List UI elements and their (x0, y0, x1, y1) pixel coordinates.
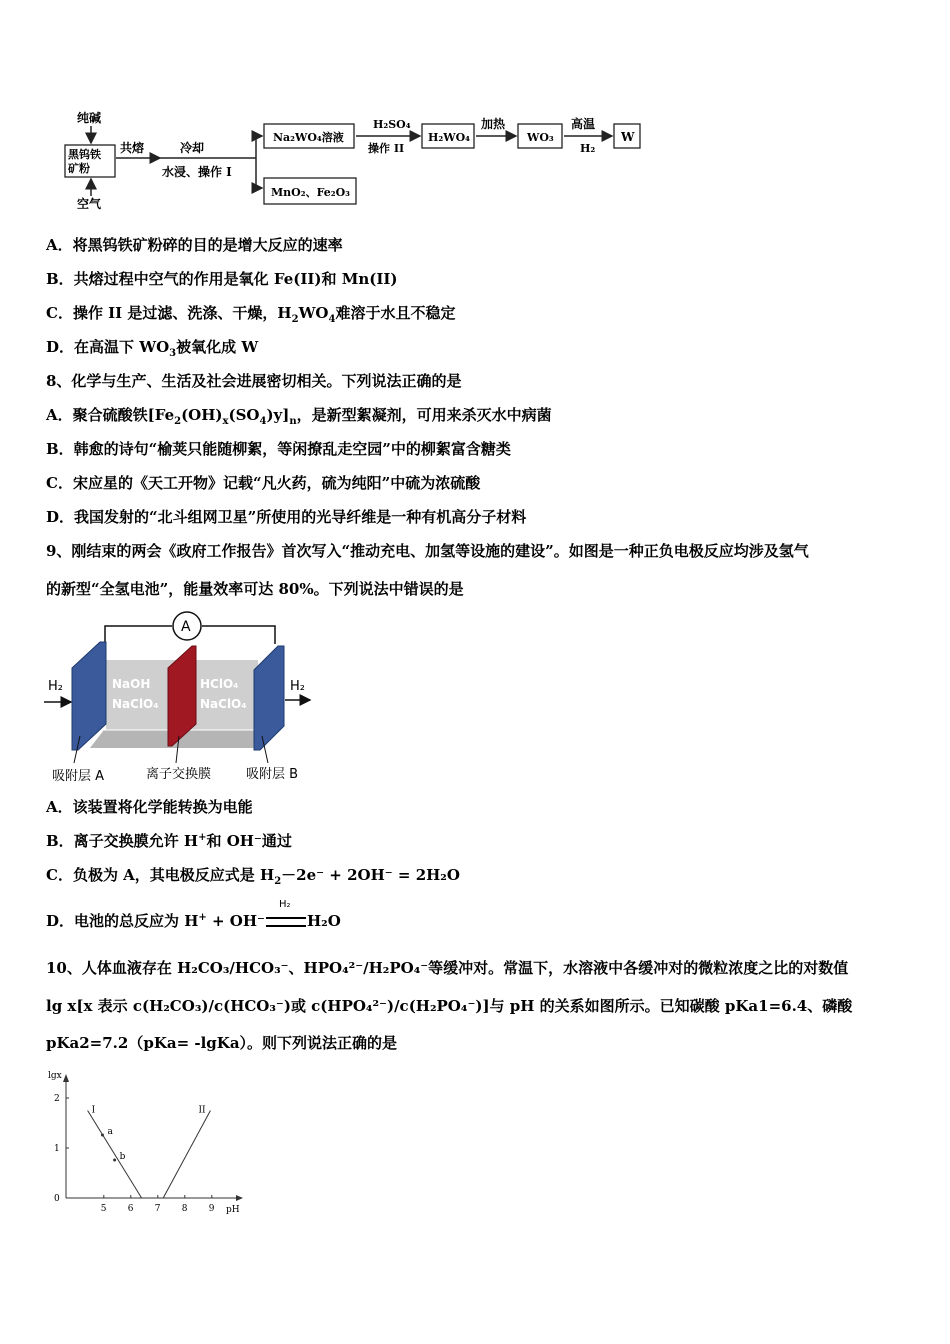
ore-box-label-2: 矿粉 (68, 162, 90, 175)
q10-line3: pKa2=7.2（pKa= -lgKa）。则下列说法正确的是 (46, 1034, 398, 1052)
oxide-box: WO₃ (527, 131, 554, 144)
step-acid-label: H₂SO₄ (373, 118, 411, 131)
solution-box: Na₂WO₄溶液 (273, 131, 344, 144)
q9-stem-line1: 9、刚结束的两会《政府工作报告》首次写入“推动充电、加氢等设施的建设”。如图是一种正负电极反应均涉及氢气 (46, 542, 809, 560)
q7-d-sub: 3 (169, 348, 177, 359)
data-point-a (101, 1134, 104, 1137)
step-heat-label: 加热 (481, 117, 506, 131)
series-label-2: II (198, 1105, 206, 1116)
q7-option-a: A．将黑钨铁矿粉碎的目的是增大反应的速率 (46, 236, 343, 254)
q8-a-sub4: n (289, 416, 297, 427)
data-point-label-a: a (107, 1127, 113, 1137)
q9-b-post: 和 OH⁻通过 (206, 832, 292, 850)
right-solution-2: NaClO₄ (200, 697, 247, 711)
process-flowchart (60, 108, 660, 218)
q8-a-sub3: 4 (259, 416, 267, 427)
raw-material-bottom: 空气 (77, 197, 102, 211)
y-axis-arrow (63, 1074, 69, 1082)
raw-material-top: 纯碱 (77, 111, 102, 125)
step-cool-label: 冷却 (180, 141, 205, 155)
data-point-b (113, 1159, 116, 1162)
series-line-1 (88, 1111, 142, 1199)
q8-option-b: B．韩愈的诗句“榆荚只能随柳絮，等闲撩乱走空园”中的柳絮富含糖类 (46, 440, 511, 458)
y-tick-label: 0 (54, 1194, 60, 1204)
q7-option-d (46, 337, 258, 357)
x-tick-label: 8 (181, 1204, 188, 1214)
q9-option-a: A．该装置将化学能转换为电能 (46, 798, 253, 816)
q7-c-mid: WO (298, 304, 329, 322)
x-tick-label: 9 (208, 1204, 215, 1214)
x-tick-label: 5 (100, 1204, 107, 1214)
step-melt-label: 共熔 (120, 141, 145, 155)
x-tick-label: 6 (127, 1204, 134, 1214)
q7-c-sub1: 2 (291, 314, 299, 325)
q8-a-sub1: 2 (174, 416, 182, 427)
right-solution-1: HClO₄ (200, 677, 239, 691)
step-hydrogen-label: H₂ (580, 142, 596, 155)
q10-line1: 10、人体血液存在 H₂CO₃/HCO₃⁻、HPO₄²⁻/H₂PO₄⁻等缓冲对。常温下，水溶液中各缓冲对的微粒浓度之比的对数值 (46, 959, 849, 977)
lgx-ph-chart (40, 1066, 250, 1216)
q8-a-mid3: )y] (266, 406, 290, 424)
q9-d-post: H₂O (306, 912, 341, 930)
x-axis-arrow (236, 1195, 243, 1201)
step-op2-label: 操作 II (368, 142, 405, 155)
h2-outlet-label: H₂ (290, 679, 305, 694)
q8-a-mid1: (OH) (181, 406, 223, 424)
hydrogen-battery-diagram (44, 608, 324, 788)
step-leach-label: 水浸、操作 I (162, 165, 232, 179)
y-tick-label: 1 (54, 1144, 60, 1154)
ore-box-label: 黑钨铁 (68, 148, 101, 161)
q7-c-pre: C．操作 II 是过滤、洗涤、干燥，H (46, 304, 292, 322)
x-tick-label: 7 (154, 1204, 161, 1214)
label-membrane: 离子交换膜 (146, 767, 212, 782)
acid-box: H₂WO₄ (428, 131, 470, 144)
series-line-2 (163, 1111, 210, 1199)
q8-a-post: ，是新型絮凝剂，可用来杀灭水中病菌 (296, 406, 552, 424)
q9-d-mid: + OH⁻ (206, 912, 265, 930)
q7-option-b: B．共熔过程中空气的作用是氧化 Fe(II)和 Mn(II) (46, 270, 398, 288)
q9-d-sup: + (198, 912, 207, 923)
y-tick-label: 2 (54, 1094, 60, 1104)
q8-option-a (46, 405, 552, 425)
left-solution-2: NaClO₄ (112, 697, 159, 711)
q8-option-d: D．我国发射的“北斗组网卫星”所使用的光导纤维是一种有机高分子材料 (46, 508, 527, 526)
label-adsorption-a: 吸附层 A (52, 769, 105, 784)
q7-c-sub2: 4 (328, 314, 336, 325)
data-point-label-b: b (119, 1152, 126, 1162)
q8-a-sub2: x (222, 416, 229, 427)
q9-option-d (46, 911, 341, 931)
adsorption-layer-b (254, 646, 284, 750)
q10-line2: lg x[x 表示 c(H₂CO₃)/c(HCO₃⁻)或 c(HPO₄²⁻)/c(H₂PO₄⁻)]与 pH 的关系如图所示。已知碳酸 pKa1=6.4、磷酸 (46, 997, 853, 1015)
q9-option-c (46, 865, 460, 885)
q9-d-condition: H₂ (279, 899, 291, 910)
q9-d-pre: D．电池的总反应为 H (46, 912, 199, 930)
q7-d-pre: D．在高温下 WO (46, 338, 170, 356)
ammeter-label: A (181, 619, 191, 635)
adsorption-layer-a (72, 642, 106, 750)
series-label-1: I (91, 1105, 96, 1116)
metal-box: W (621, 130, 635, 144)
left-solution-1: NaOH (112, 677, 151, 691)
q9-b-sup: + (198, 832, 207, 843)
q9-option-b (46, 831, 292, 851)
q9-c-sub: 2 (274, 876, 282, 887)
q7-option-c (46, 303, 455, 323)
q8-stem: 8、化学与生产、生活及社会进展密切相关。下列说法正确的是 (46, 372, 462, 390)
q9-stem-line2: 的新型“全氢电池”，能量效率可达 80%。下列说法中错误的是 (46, 580, 464, 598)
q9-c-pre: C．负极为 A，其电极反应式是 H (46, 866, 275, 884)
q8-a-pre: A．聚合硫酸铁[Fe (46, 406, 175, 424)
label-adsorption-b: 吸附层 B (246, 767, 299, 782)
q9-c-post: －2e⁻ + 2OH⁻ = 2H₂O (281, 866, 460, 884)
x-axis-label: pH (226, 1205, 240, 1215)
h2-inlet-label: H₂ (48, 679, 63, 694)
equals-sign (266, 917, 306, 927)
q7-c-post: 难溶于水且不稳定 (335, 304, 456, 322)
step-hightemp-label: 高温 (571, 117, 596, 131)
solid-box: MnO₂、Fe₂O₃ (271, 186, 350, 199)
q8-a-mid2: (SO (228, 406, 260, 424)
q8-option-c: C．宋应星的《天工开物》记载“凡火药，硫为纯阳”中硫为浓硫酸 (46, 474, 481, 492)
q9-b-pre: B．离子交换膜允许 H (46, 832, 199, 850)
q7-d-post: 被氧化成 W (176, 338, 259, 356)
y-axis-label: lgx (48, 1071, 62, 1081)
